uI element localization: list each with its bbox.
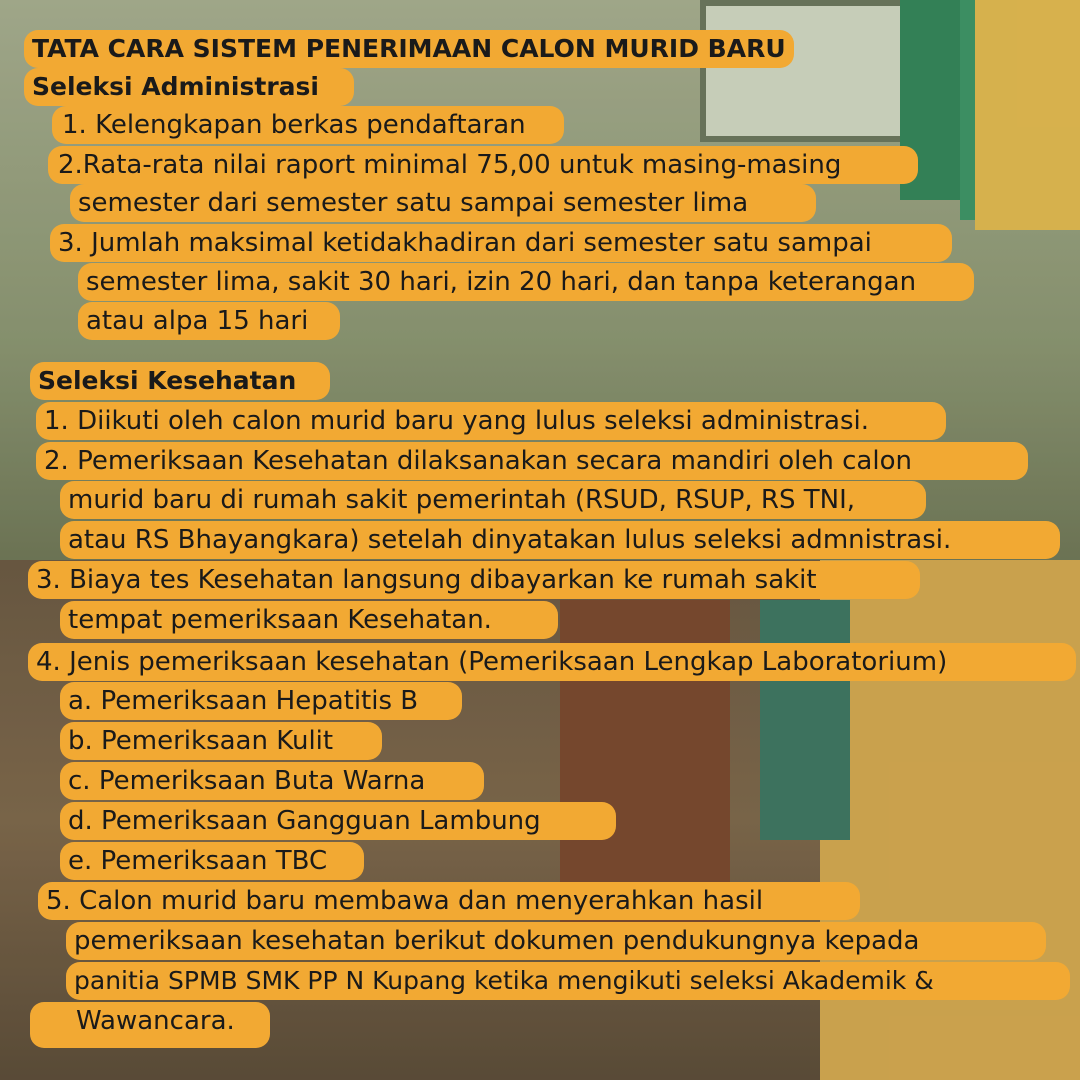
health-line: a. Pemeriksaan Hepatitis B bbox=[60, 682, 462, 720]
health-line: 3. Biaya tes Kesehatan langsung dibayarkan ke rumah sakit bbox=[28, 561, 920, 599]
health-line: b. Pemeriksaan Kulit bbox=[60, 722, 382, 760]
health-line: pemeriksaan kesehatan berikut dokumen pendukungnya kepada bbox=[66, 922, 1046, 960]
health-line: atau RS Bhayangkara) setelah dinyatakan lulus seleksi admnistrasi. bbox=[60, 521, 1060, 559]
health-line: panitia SPMB SMK PP N Kupang ketika mengikuti seleksi Akademik & bbox=[66, 962, 1070, 1000]
health-line: tempat pemeriksaan Kesehatan. bbox=[60, 601, 558, 639]
health-line: d. Pemeriksaan Gangguan Lambung bbox=[60, 802, 616, 840]
admin-line: semester dari semester satu sampai semester lima bbox=[70, 184, 816, 222]
section-heading-kesehatan: Seleksi Kesehatan bbox=[30, 362, 330, 400]
health-line: 5. Calon murid baru membawa dan menyerahkan hasil bbox=[38, 882, 860, 920]
health-line: e. Pemeriksaan TBC bbox=[60, 842, 364, 880]
page-title: TATA CARA SISTEM PENERIMAAN CALON MURID BARU bbox=[24, 30, 794, 68]
section-heading-administrasi: Seleksi Administrasi bbox=[24, 68, 354, 106]
health-line: Wawancara. bbox=[30, 1002, 270, 1048]
health-line: c. Pemeriksaan Buta Warna bbox=[60, 762, 484, 800]
health-line: 1. Diikuti oleh calon murid baru yang lulus seleksi administrasi. bbox=[36, 402, 946, 440]
admin-line: 2.Rata-rata nilai raport minimal 75,00 untuk masing-masing bbox=[48, 146, 918, 184]
admin-line: atau alpa 15 hari bbox=[78, 302, 340, 340]
health-line: 4. Jenis pemeriksaan kesehatan (Pemeriksaan Lengkap Laboratorium) bbox=[28, 643, 1076, 681]
admin-line: semester lima, sakit 30 hari, izin 20 hari, dan tanpa keterangan bbox=[78, 263, 974, 301]
health-line: murid baru di rumah sakit pemerintah (RSUD, RSUP, RS TNI, bbox=[60, 481, 926, 519]
health-line: 2. Pemeriksaan Kesehatan dilaksanakan secara mandiri oleh calon bbox=[36, 442, 1028, 480]
admin-line: 1. Kelengkapan berkas pendaftaran bbox=[52, 106, 564, 144]
admin-line: 3. Jumlah maksimal ketidakhadiran dari semester satu sampai bbox=[50, 224, 952, 262]
